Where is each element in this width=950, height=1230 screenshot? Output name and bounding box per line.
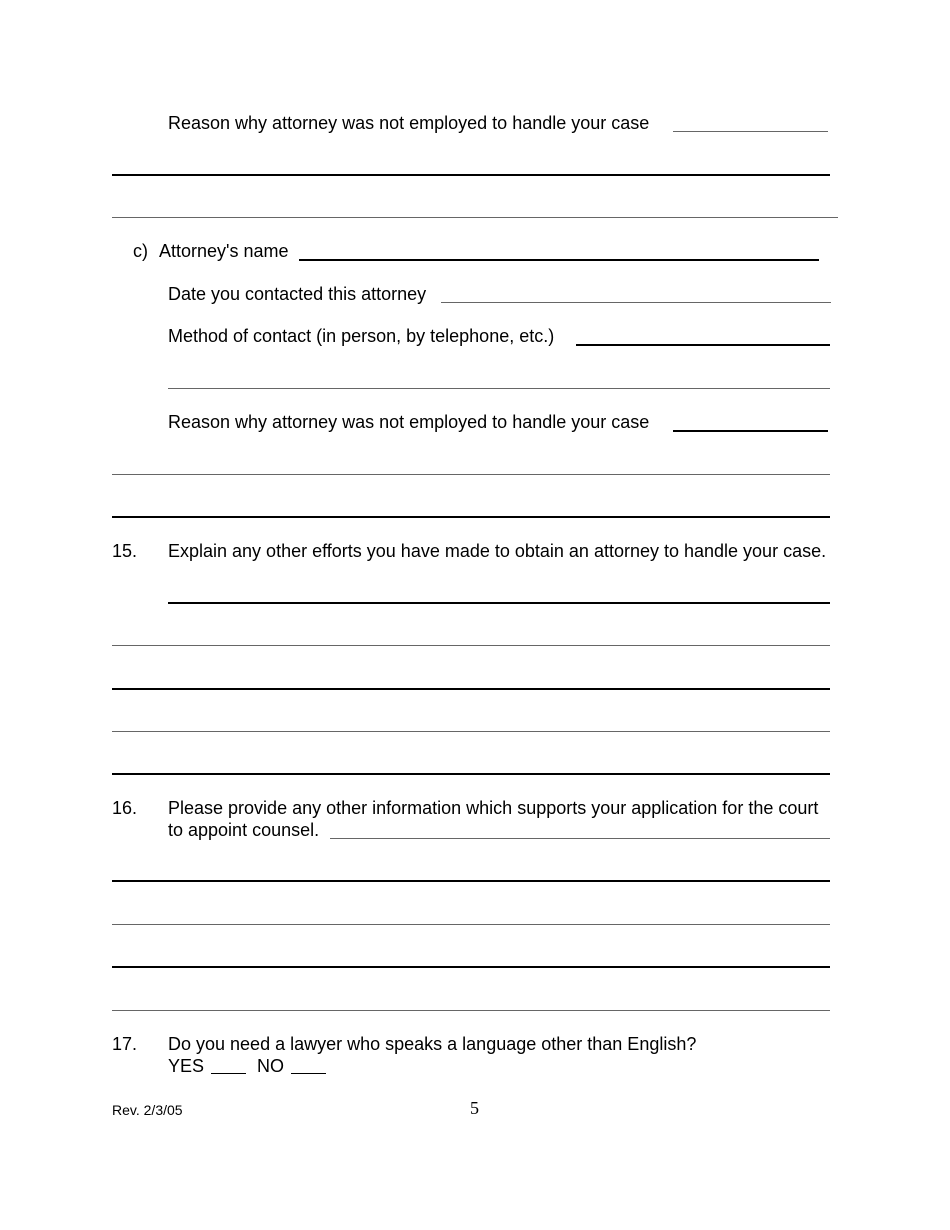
reason-field-c[interactable]: [673, 430, 828, 432]
q16-text-line1: Please provide any other information which supports your application for the court: [168, 798, 819, 818]
q17-no-label: NO: [257, 1056, 284, 1076]
q16-answer-line2[interactable]: [112, 880, 830, 882]
reason-field-b-line3[interactable]: [112, 217, 838, 218]
attorney-name-label: Attorney's name: [159, 241, 289, 261]
date-contacted-label: Date you contacted this attorney: [168, 284, 427, 304]
q16-answer-line4[interactable]: [112, 966, 830, 968]
reason-field-c-line3[interactable]: [112, 516, 830, 518]
revision-date: Rev. 2/3/05: [112, 1102, 183, 1118]
reason-field-b-line2[interactable]: [112, 174, 830, 176]
q17-number: 17.: [112, 1034, 138, 1054]
method-contact-field-line2[interactable]: [168, 388, 830, 389]
q16-answer-line3[interactable]: [112, 924, 830, 925]
q16-text-line2: to appoint counsel.: [168, 820, 320, 840]
q17-text: Do you need a lawyer who speaks a language other than English?: [168, 1034, 697, 1054]
reason-field-b[interactable]: [673, 131, 828, 132]
q15-answer-line4[interactable]: [112, 731, 830, 732]
q16-answer-line5[interactable]: [112, 1010, 830, 1011]
q16-answer-line1[interactable]: [330, 838, 830, 839]
page-number: 5: [470, 1098, 479, 1118]
attorney-name-field[interactable]: [299, 259, 819, 261]
reason-label-b: Reason why attorney was not employed to handle your case: [168, 113, 650, 133]
method-contact-label: Method of contact (in person, by telephone, etc.): [168, 326, 555, 346]
q17-yes-field[interactable]: [211, 1073, 246, 1074]
item-c-prefix: c): [133, 241, 148, 261]
q15-answer-line3[interactable]: [112, 688, 830, 690]
reason-field-c-line2[interactable]: [112, 474, 830, 475]
method-contact-field[interactable]: [576, 344, 830, 346]
q16-number: 16.: [112, 798, 138, 818]
q15-answer-line1[interactable]: [168, 602, 830, 604]
q15-text: Explain any other efforts you have made to obtain an attorney to handle your case.: [168, 541, 827, 561]
reason-label-c: Reason why attorney was not employed to handle your case: [168, 412, 650, 432]
q17-yes-label: YES: [168, 1056, 205, 1076]
date-contacted-field[interactable]: [441, 302, 831, 303]
q15-answer-line2[interactable]: [112, 645, 830, 646]
q15-number: 15.: [112, 541, 138, 561]
q15-answer-line5[interactable]: [112, 773, 830, 775]
q17-no-field[interactable]: [291, 1073, 326, 1074]
